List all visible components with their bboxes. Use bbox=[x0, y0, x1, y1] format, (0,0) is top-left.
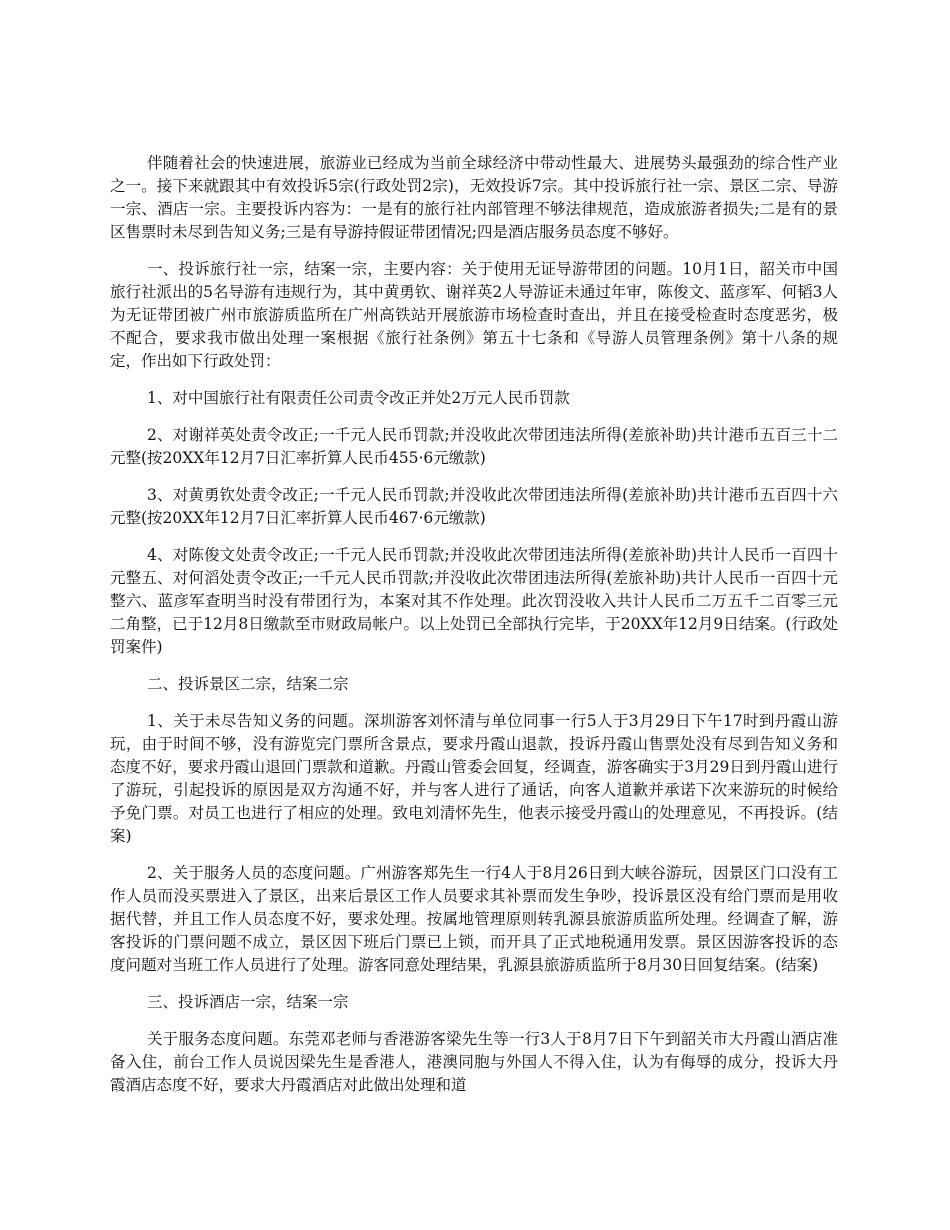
document-page bbox=[110, 152, 838, 1111]
penalty-item-1: 1、对中国旅行社有限责任公司责令改正并处2万元人民币罚款 bbox=[147, 389, 570, 407]
penalty-item-4: 4、对陈俊文处责令改正;一千元人民币罚款;并没收此次带团违法所得(差旅补助)共计人民币一百四十元整五、对何滔处责令改正;一千元人民币罚款;并没收此次带团违法所得(差旅补助)共计人民币一百四十元整六、蓝彦军查明当时没有带团行为，本案对其不作处理。此次罚没收入共计人民币二万五千二百零三元二角整，已于12月8日缴款至市财政局帐户。以上处罚已全部执行完毕，于20XX年12月9日结案。(行政处罚案件) bbox=[110, 546, 838, 656]
intro-paragraph: 伴随着社会的快速进展，旅游业已经成为当前全球经济中带动性最大、进展势头最强劲的综合性产业之一。接下来就跟其中有效投诉5宗(行政处罚2宗)，无效投诉7宗。其中投诉旅行社一宗、景区二宗、导游一宗、酒店一宗。主要投诉内容为：一是有的旅行社内部管理不够法律规范，造成旅游者损失;二是有的景区售票时未尽到告知义务;三是有导游持假证带团情况;四是酒店服务员态度不够好。 bbox=[110, 154, 838, 241]
penalty-item-3: 3、对黄勇钦处责令改正;一千元人民币罚款;并没收此次带团违法所得(差旅补助)共计港币五百四十六元整(按20XX年12月7日汇率折算人民币467·6元缴款) bbox=[110, 486, 838, 527]
scenic-area-section-heading: 二、投诉景区二宗，结案二宗 bbox=[147, 675, 349, 693]
scenic-area-case-2: 2、关于服务人员的态度问题。广州游客郑先生一行4人于8月26日到大峡谷游玩，因景区门口没有工作人员而没买票进入了景区，出来后景区工作人员要求其补票而发生争吵，投诉景区没有给门票而是用收据代替，并且工作人员态度不好，要求处理。按属地管理原则转乳源县旅游质监所处理。经调查了解，游客投诉的门票问题不成立，景区因下班后门票已上锁，而开具了正式地税通用发票。景区因游客投诉的态度问题对当班工作人员进行了处理。游客同意处理结果，乳源县旅游质监所于8月30日回复结案。(结案) bbox=[110, 864, 838, 974]
travel-agency-complaint-paragraph: 一、投诉旅行社一宗，结案一宗，主要内容：关于使用无证导游带团的问题。10月1日，韶关市中国旅行社派出的5名导游有违规行为，其中黄勇钦、谢祥英2人导游证未通过年审，陈俊文、蓝彦军、何韬3人为无证带团被广州市旅游质监所在广州高铁站开展旅游市场检查时查出，并且在接受检查时态度恶劣，极不配合，要求我市做出处理一案根据《旅行社条例》第五十七条和《导游人员管理条例》第十八条的规定，作出如下行政处罚： bbox=[110, 260, 838, 370]
scenic-area-case-1: 1、关于未尽告知义务的问题。深圳游客刘怀清与单位同事一行5人于3月29日下午17时到丹霞山游玩，由于时间不够，没有游览完门票所含景点，要求丹霞山退款，投诉丹霞山售票处没有尽到告知义务和态度不好，要求丹霞山退回门票款和道歉。丹霞山管委会回复，经调查，游客确实于3月29日到丹霞山进行了游玩，引起投诉的原因是双方沟通不好，并与客人进行了通话，向客人道歉并承诺下次来游玩的时候给予免门票。对员工也进行了相应的处理。致电刘清怀先生，他表示接受丹霞山的处理意见，不再投诉。(结案) bbox=[110, 712, 838, 845]
penalty-item-2: 2、对谢祥英处责令改正;一千元人民币罚款;并没收此次带团违法所得(差旅补助)共计港币五百三十二元整(按20XX年12月7日汇率折算人民币455·6元缴款) bbox=[110, 426, 838, 467]
hotel-case-paragraph: 关于服务态度问题。东莞邓老师与香港游客梁先生等一行3人于8月7日下午到韶关市大丹霞山酒店准备入住，前台工作人员说因梁先生是香港人，港澳同胞与外国人不得入住，认为有侮辱的成分，投诉大丹霞酒店态度不好，要求大丹霞酒店对此做出处理和道 bbox=[110, 1030, 838, 1094]
hotel-section-heading: 三、投诉酒店一宗，结案一宗 bbox=[147, 993, 349, 1011]
